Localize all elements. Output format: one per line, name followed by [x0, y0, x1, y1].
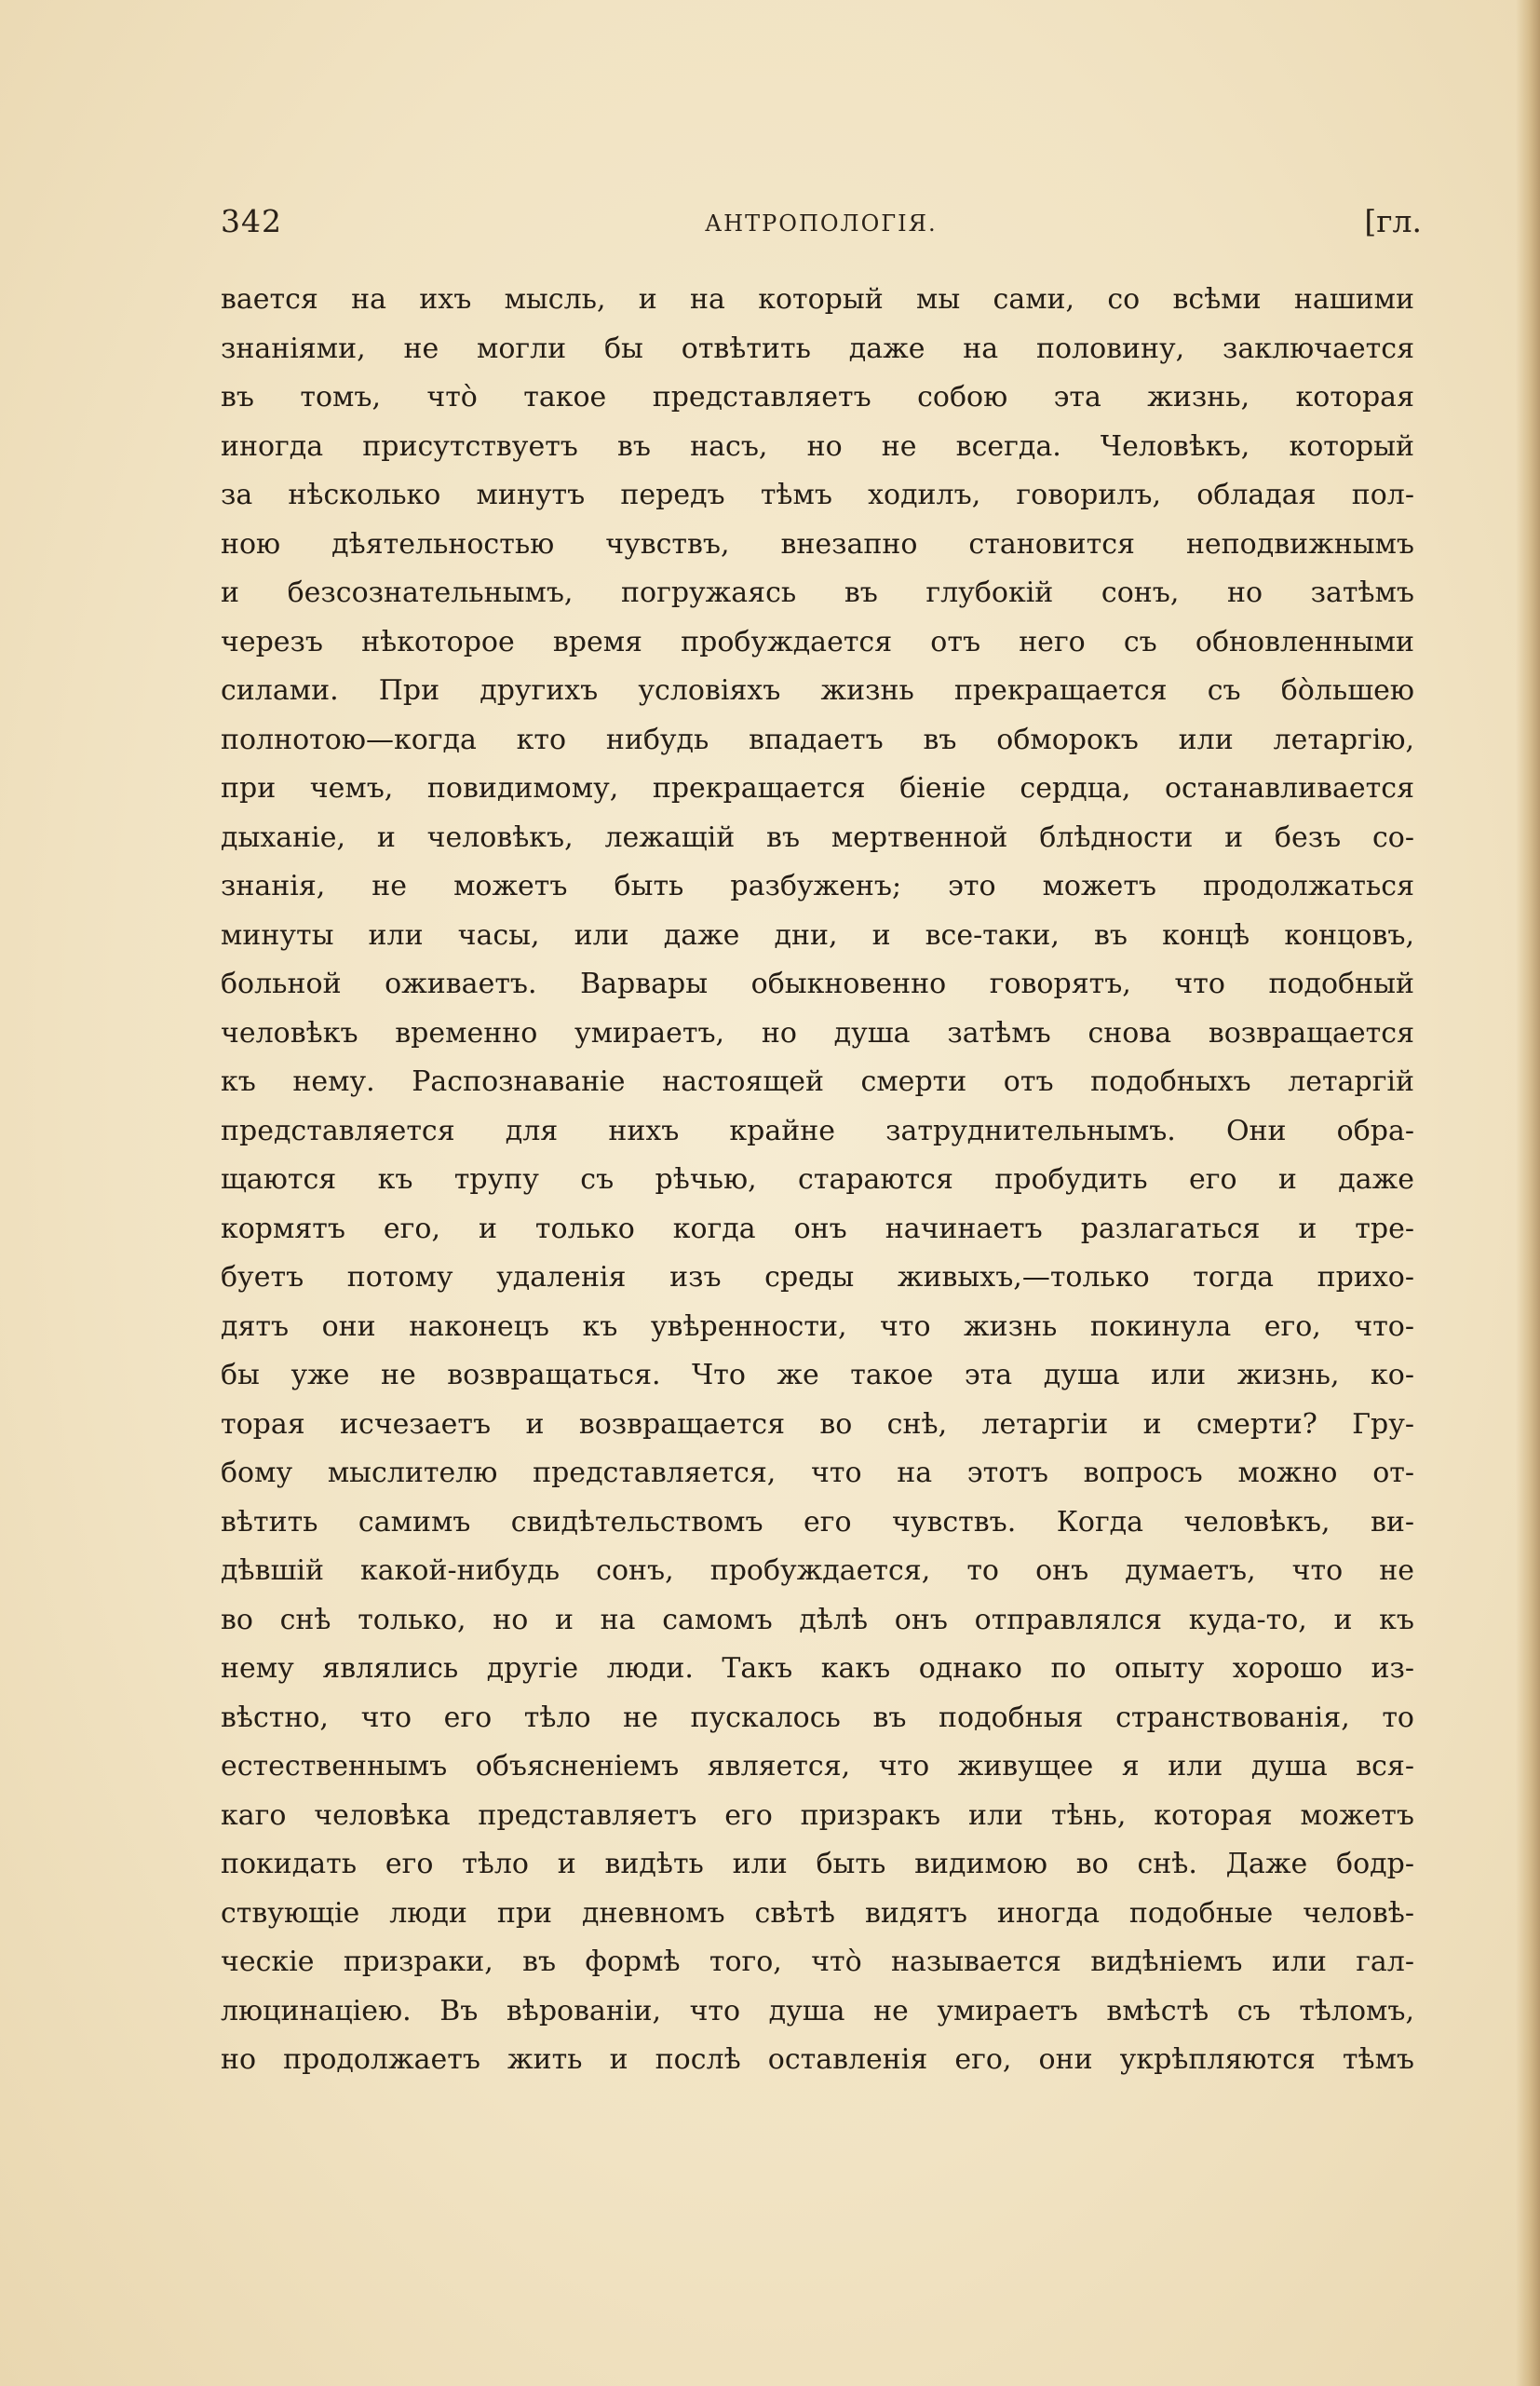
text-line: черезъ нѣкоторое время пробуждается отъ него съ обновленными: [221, 625, 1414, 658]
text-line: дятъ они наконецъ къ увѣренности, что жизнь покинула его, что-: [221, 1309, 1414, 1343]
text-line: естественнымъ объясненіемъ является, что живущее я или душа вся-: [221, 1750, 1414, 1783]
page-header: [221, 203, 1422, 250]
text-line: дыханіе, и человѣкъ, лежащій въ мертвенной блѣдности и безъ со-: [221, 820, 1414, 854]
text-line: больной оживаетъ. Варвары обыкновенно говорятъ, что подобный: [221, 968, 1414, 1000]
text-line: торая исчезаетъ и возвращается во снѣ, летаргіи и смерти? Гру-: [221, 1407, 1414, 1441]
page-edge-shadow: [1516, 0, 1540, 2386]
text-line: силами. При другихъ условіяхъ жизнь прекращается съ бòльшею: [221, 674, 1414, 707]
text-line: знаніями, не могли бы отвѣтить даже на половину, заключается: [221, 332, 1414, 365]
text-line: человѣкъ временно умираетъ, но душа затѣмъ снова возвращается: [221, 1016, 1414, 1050]
page-number: 342: [221, 203, 282, 239]
text-line: покидать его тѣло и видѣть или быть видимою во снѣ. Даже бодр-: [221, 1848, 1414, 1880]
text-line: бы уже не возвращаться. Что же такое эта душа или жизнь, ко-: [221, 1359, 1414, 1391]
text-line: и безсознательнымъ, погружаясь въ глубокій сонъ, но затѣмъ: [221, 576, 1414, 609]
text-line: вается на ихъ мысль, и на который мы сами, со всѣми нашими: [221, 283, 1414, 316]
text-line: полнотою—когда кто нибудь впадаетъ въ обморокъ или летаргію,: [221, 723, 1414, 756]
text-line: бому мыслителю представляется, что на этотъ вопросъ можно от-: [221, 1457, 1414, 1489]
chapter-mark: [гл.: [1364, 203, 1422, 239]
text-line: нему являлись другіе люди. Такъ какъ однако по опыту хорошо из-: [221, 1652, 1414, 1685]
text-line: знанія, не можетъ быть разбуженъ; это можетъ продолжаться: [221, 870, 1414, 902]
text-line: за нѣсколько минутъ передъ тѣмъ ходилъ, говорилъ, обладая пол-: [221, 479, 1414, 511]
text-line: буетъ потому удаленія изъ среды живыхъ,—только тогда прихо-: [221, 1261, 1414, 1294]
text-line: ствующіе люди при дневномъ свѣтѣ видятъ иногда подобные человѣ-: [221, 1896, 1414, 1930]
text-line: щаются къ трупу съ рѣчью, стараются пробудить его и даже: [221, 1163, 1414, 1196]
text-line: къ нему. Распознаваніе настоящей смерти отъ подобныхъ летаргій: [221, 1065, 1414, 1098]
text-line: каго человѣка представляетъ его призракъ или тѣнь, которая можетъ: [221, 1798, 1414, 1832]
text-line: вѣстно, что его тѣло не пускалось въ подобныя странствованія, то: [221, 1701, 1414, 1734]
text-line: ческіе призраки, въ формѣ того, чтò называется видѣніемъ или гал-: [221, 1945, 1414, 1978]
running-title: АНТРОПОЛОГІЯ.: [705, 210, 938, 237]
text-line: дѣвшій какой-нибудь сонъ, пробуждается, то онъ думаетъ, что не: [221, 1554, 1414, 1587]
text-line: представляется для нихъ крайне затруднительнымъ. Они обра-: [221, 1114, 1414, 1147]
text-line: ною дѣятельностью чувствъ, внезапно становится неподвижнымъ: [221, 527, 1414, 561]
text-line: кормятъ его, и только когда онъ начинаетъ разлагаться и тре-: [221, 1212, 1414, 1245]
text-line: но продолжаетъ жить и послѣ оставленія его, они укрѣпляются тѣмъ: [221, 2043, 1414, 2076]
body-text: [221, 276, 1414, 2085]
text-line: иногда присутствуетъ въ насъ, но не всегда. Человѣкъ, который: [221, 429, 1414, 463]
text-line: въ томъ, чтò такое представляетъ собою эта жизнь, которая: [221, 381, 1414, 413]
text-line: минуты или часы, или даже дни, и все-таки, въ концѣ концовъ,: [221, 918, 1414, 952]
text-line: вѣтить самимъ свидѣтельствомъ его чувствъ. Когда человѣкъ, ви-: [221, 1505, 1414, 1539]
text-line: во снѣ только, но и на самомъ дѣлѣ онъ отправлялся куда-то, и къ: [221, 1603, 1414, 1636]
text-line: люцинаціею. Въ вѣрованіи, что душа не умираетъ вмѣстѣ съ тѣломъ,: [221, 1994, 1414, 2027]
text-line: при чемъ, повидимому, прекращается біеніе сердца, останавливается: [221, 772, 1414, 805]
